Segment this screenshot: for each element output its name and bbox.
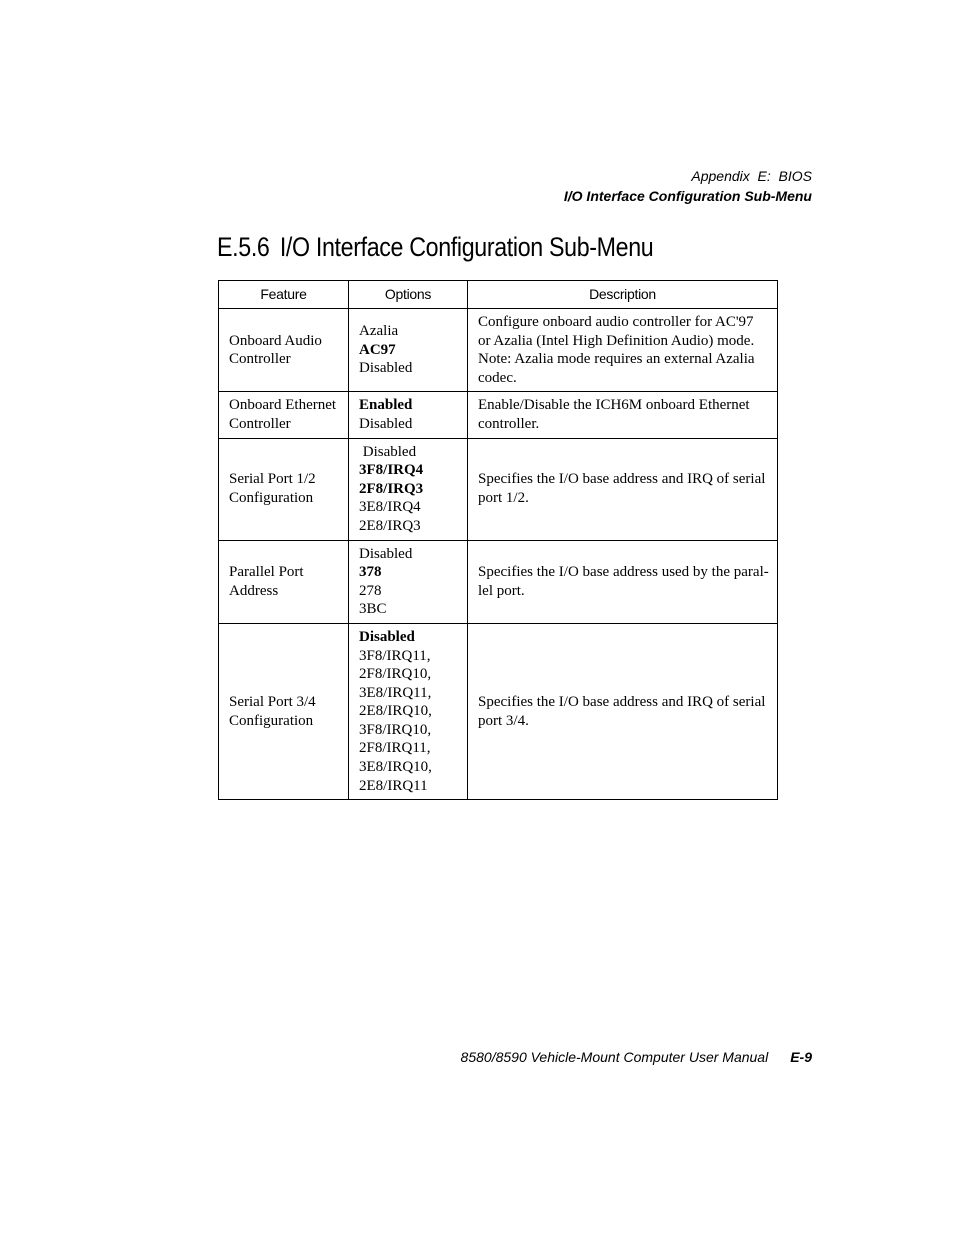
column-header-feature: Feature: [219, 281, 349, 309]
feature-line: Parallel Port: [229, 564, 304, 581]
feature-line: Configuration: [229, 490, 314, 507]
option-default: 378: [359, 564, 382, 581]
feature-cell: [219, 392, 349, 438]
page-footer: [461, 1047, 812, 1067]
table-row: [219, 540, 778, 623]
option-value: 2F8/IRQ11,: [359, 740, 431, 757]
section-number: E.5.6: [217, 232, 270, 262]
options-cell: [349, 540, 468, 623]
table-header-row: [219, 281, 778, 309]
option-default: 2F8/IRQ3: [359, 480, 424, 497]
option-value: 3BC: [359, 601, 387, 618]
feature-cell: [219, 438, 349, 540]
description-line: port 3/4.: [478, 712, 529, 729]
description-cell: [468, 438, 778, 540]
table-row: [219, 438, 778, 540]
description-cell: [468, 540, 778, 623]
option-value: Disabled: [359, 443, 417, 460]
column-header-options: Options: [349, 281, 468, 309]
option-value: 2F8/IRQ10,: [359, 666, 432, 683]
running-header: [564, 166, 812, 206]
options-cell: [349, 438, 468, 540]
feature-line: Onboard Audio: [229, 332, 322, 349]
feature-line: Serial Port 3/4: [229, 693, 316, 710]
description-line: Specifies the I/O base address and IRQ of serial: [478, 471, 766, 488]
option-value: 3F8/IRQ11,: [359, 647, 431, 664]
feature-cell: [219, 540, 349, 623]
manual-title: 8580/8590 Vehicle-Mount Computer User Manual: [460, 1049, 769, 1065]
option-value: 3E8/IRQ11,: [359, 684, 432, 701]
option-value: Disabled: [359, 360, 413, 377]
feature-line: Onboard Ethernet: [229, 397, 337, 414]
feature-line: Configuration: [229, 712, 314, 729]
options-cell: [349, 623, 468, 799]
option-value: 2E8/IRQ11: [359, 777, 428, 794]
page-number: E-9: [790, 1049, 812, 1065]
feature-line: Controller: [229, 415, 291, 432]
option-value: Disabled: [359, 415, 413, 432]
option-default: Disabled: [359, 628, 415, 645]
appendix-label: Appendix E: BIOS: [691, 168, 812, 184]
description-line: port 1/2.: [478, 490, 529, 507]
description-cell: [468, 309, 778, 392]
column-header-description: Description: [468, 281, 778, 309]
table-row: [219, 623, 778, 799]
option-value: 2E8/IRQ10,: [359, 703, 432, 720]
option-value: Azalia: [359, 323, 399, 340]
feature-line: Controller: [229, 351, 291, 368]
option-default: 3F8/IRQ4: [359, 462, 424, 479]
description-line: Note: Azalia mode requires an external Azalia: [478, 351, 755, 368]
feature-line: Address: [229, 582, 279, 599]
option-value: Disabled: [359, 545, 413, 562]
option-value: 2E8/IRQ3: [359, 517, 421, 534]
option-value: 3E8/IRQ10,: [359, 759, 432, 776]
options-cell: [349, 392, 468, 438]
description-line: lel port.: [478, 582, 525, 599]
description-line: Specifies the I/O base address and IRQ of serial: [478, 693, 766, 710]
section-title-text: I/O Interface Configuration Sub-Menu: [279, 232, 654, 262]
table-row: [219, 309, 778, 392]
feature-cell: [219, 623, 349, 799]
option-value: 3F8/IRQ10,: [359, 721, 432, 738]
description-line: or Azalia (Intel High Definition Audio) mode.: [478, 332, 755, 349]
description-line: controller.: [478, 415, 540, 432]
table-row: [219, 392, 778, 438]
description-line: Specifies the I/O base address used by the paral-: [478, 564, 769, 581]
option-default: AC97: [359, 341, 396, 358]
option-value: 3E8/IRQ4: [359, 499, 421, 516]
description-line: Enable/Disable the ICH6M onboard Ethernet: [478, 397, 750, 414]
feature-line: Serial Port 1/2: [229, 471, 316, 488]
description-cell: [468, 392, 778, 438]
description-line: Configure onboard audio controller for AC'97: [478, 314, 754, 330]
section-title: [217, 229, 653, 265]
option-value: 278: [359, 582, 382, 599]
description-line: codec.: [478, 369, 517, 386]
feature-cell: [219, 309, 349, 392]
options-cell: [349, 309, 468, 392]
subsection-label: I/O Interface Configuration Sub-Menu: [563, 188, 812, 204]
option-default: Enabled: [359, 397, 413, 414]
io-config-table: [218, 280, 778, 800]
description-cell: [468, 623, 778, 799]
